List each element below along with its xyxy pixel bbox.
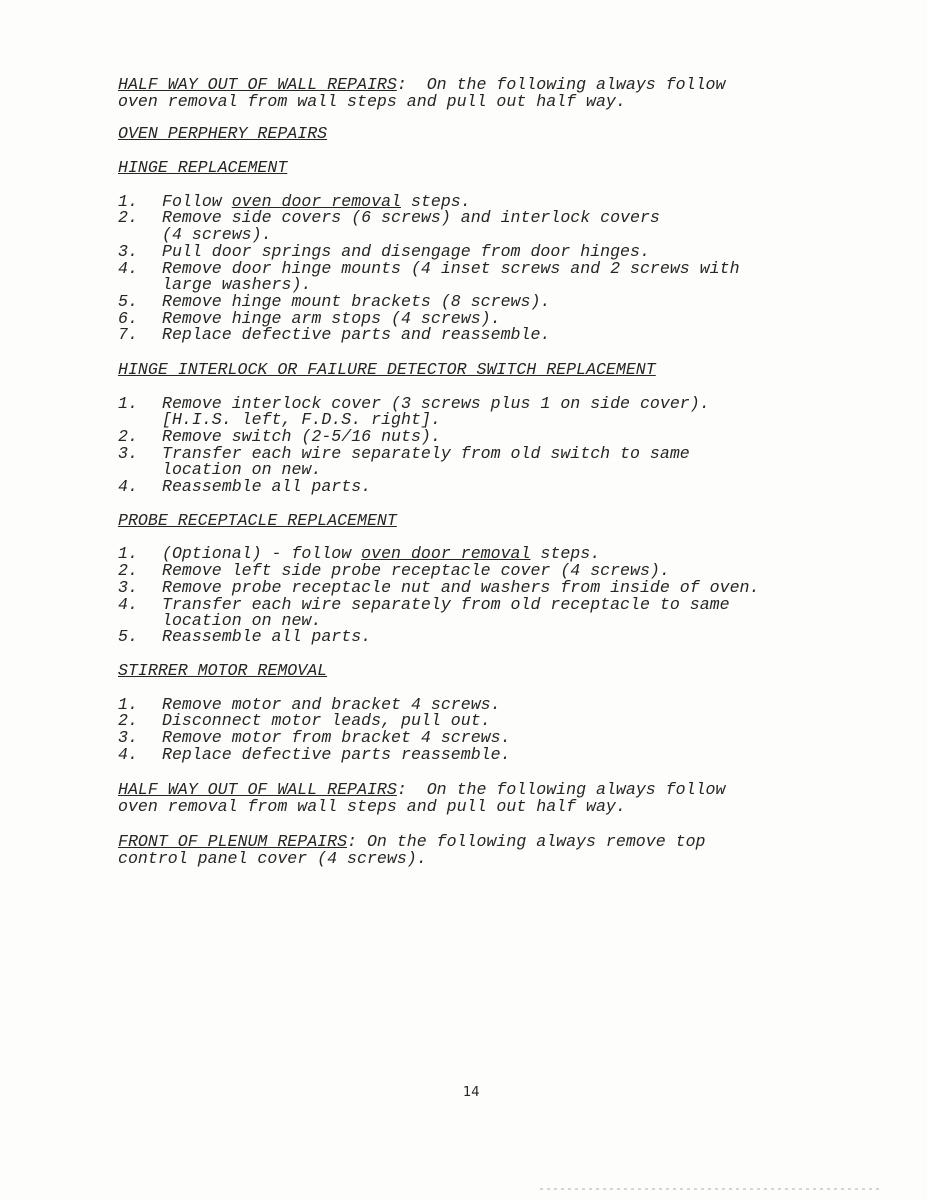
list-item: Replace defective parts reassemble.	[162, 745, 511, 764]
section-heading: FRONT OF PLENUM REPAIRS	[118, 832, 348, 851]
item-number: 7.	[118, 325, 138, 344]
paragraph-text: : On the following always follow	[396, 780, 726, 799]
front-plenum-paragraph	[118, 833, 706, 850]
list-item-continuation: [H.I.S. left, F.D.S. right].	[162, 410, 441, 429]
item-number: 4.	[118, 259, 138, 278]
list-item-continuation: large washers).	[162, 275, 312, 294]
list-item-continuation: location on new.	[162, 611, 322, 630]
scan-artifact	[540, 1188, 880, 1190]
item-number: 5.	[118, 292, 138, 311]
item-number: 3.	[118, 242, 138, 261]
list-item-continuation: (4 screws).	[162, 225, 272, 244]
item-text: Follow	[162, 192, 232, 211]
list-item: Remove hinge mount brackets (8 screws).	[162, 292, 551, 311]
list-item: Remove side covers (6 screws) and interlock covers	[162, 208, 660, 227]
section-heading: HINGE REPLACEMENT	[118, 158, 288, 177]
section-heading: OVEN PERPHERY REPAIRS	[118, 124, 328, 143]
list-item: Remove hinge arm stops (4 screws).	[162, 309, 501, 328]
section-heading: STIRRER MOTOR REMOVAL	[118, 661, 328, 680]
item-number: 4.	[118, 477, 138, 496]
item-number: 1.	[118, 394, 138, 413]
half-way-paragraph-2	[118, 781, 725, 798]
list-item	[162, 545, 600, 562]
oven-door-removal-reference: oven door removal	[231, 192, 402, 211]
list-item: Transfer each wire separately from old switch to same	[162, 444, 690, 463]
item-number: 5.	[118, 627, 138, 646]
list-item: Transfer each wire separately from old receptacle to same	[162, 595, 730, 614]
item-number: 4.	[118, 745, 138, 764]
list-item: Remove door hinge mounts (4 inset screws and 2 screws with	[162, 259, 740, 278]
item-text: steps.	[530, 544, 601, 563]
list-item: Remove probe receptacle nut and washers from inside of oven.	[162, 578, 760, 597]
paragraph-text: : On the following always follow	[396, 75, 726, 94]
item-number: 3.	[118, 444, 138, 463]
item-text: (Optional) - follow	[162, 544, 362, 563]
oven-door-removal-reference: oven door removal	[361, 544, 531, 563]
list-item: Reassemble all parts.	[162, 477, 372, 496]
item-number: 2.	[118, 711, 138, 730]
item-number: 3.	[118, 578, 138, 597]
section-heading: HINGE INTERLOCK OR FAILURE DETECTOR SWITCH REPLACEMENT	[118, 360, 656, 379]
half-way-paragraph-1	[118, 76, 725, 93]
item-number: 1.	[118, 695, 138, 714]
item-text: steps.	[401, 192, 471, 211]
paragraph-text: oven removal from wall steps and pull out half way.	[118, 92, 626, 111]
list-item-continuation: location on new.	[162, 460, 322, 479]
item-number: 6.	[118, 309, 138, 328]
item-number: 1.	[118, 192, 138, 211]
list-item: Remove left side probe receptacle cover (4 screws).	[162, 561, 670, 580]
list-item: Reassemble all parts.	[162, 627, 372, 646]
paragraph-text: : On the following always remove top	[347, 832, 706, 851]
section-heading: HALF WAY OUT OF WALL REPAIRS	[118, 780, 397, 799]
page-number: 14	[463, 1085, 480, 1100]
list-item: Remove motor from bracket 4 screws.	[162, 728, 511, 747]
item-number: 4.	[118, 595, 138, 614]
paragraph-text: control panel cover (4 screws).	[118, 849, 427, 868]
list-item: Pull door springs and disengage from door hinges.	[162, 242, 650, 261]
list-item: Disconnect motor leads, pull out.	[162, 711, 491, 730]
section-heading: HALF WAY OUT OF WALL REPAIRS	[118, 75, 397, 94]
item-number: 2.	[118, 561, 138, 580]
item-number: 3.	[118, 728, 138, 747]
list-item: Replace defective parts and reassemble.	[162, 325, 551, 344]
list-item: Remove interlock cover (3 screws plus 1 on side cover).	[162, 394, 710, 413]
item-number: 1.	[118, 544, 138, 563]
item-number: 2.	[118, 208, 138, 227]
list-item: Remove motor and bracket 4 screws.	[162, 695, 501, 714]
list-item: Remove switch (2-5/16 nuts).	[162, 427, 441, 446]
item-number: 2.	[118, 427, 138, 446]
paragraph-text: oven removal from wall steps and pull out half way.	[118, 797, 626, 816]
section-heading: PROBE RECEPTACLE REPLACEMENT	[118, 511, 397, 530]
